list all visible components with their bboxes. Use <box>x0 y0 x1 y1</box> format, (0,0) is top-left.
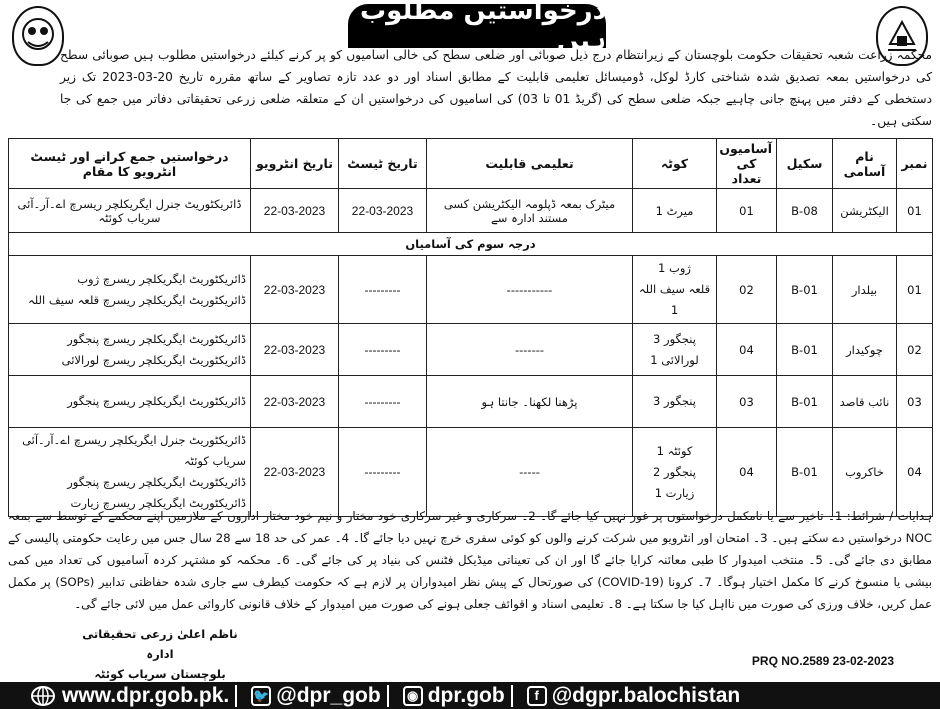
twitter-handle[interactable]: @dpr_gob <box>276 683 381 707</box>
section-label: درجہ سوم کی آسامیاں <box>9 233 933 256</box>
prq-number: PRQ NO.2589 23-02-2023 <box>751 654 894 668</box>
twitter-icon: 🐦 <box>251 686 271 706</box>
cell-qualification: پڑھنا لکھنا۔ جانتا ہو <box>427 376 633 428</box>
cell-venue <box>9 324 251 376</box>
col-qualification: تعلیمی قابلیت <box>427 139 633 189</box>
col-venue: درخواستیں جمع کرانے اور ٹیسٹ انٹرویو کا مقام <box>9 139 251 189</box>
cell-scale: B-08 <box>777 189 833 233</box>
cell-qualification: میٹرک بمعہ ڈپلومہ الیکٹریشن کسی مستند ادارہ سے <box>427 189 633 233</box>
facebook-icon: f <box>527 686 547 706</box>
col-count: آسامیوں کی تعداد <box>717 139 777 189</box>
cell-quota <box>633 256 717 324</box>
globe-icon <box>30 685 56 707</box>
cell-no: 01 <box>897 189 933 233</box>
cell-post: الیکٹریشن <box>833 189 897 233</box>
cell-quota-line: پنجگور 3 <box>653 331 696 346</box>
page-title: درخواستیں مطلوب ہیں <box>348 4 606 48</box>
cell-scale: B-01 <box>777 324 833 376</box>
intro-text: محکمہ زراعت شعبہ تحقیقات حکومت بلوچستان کے زیرانتظام درج ذیل صوبائی اور ضلعی سطح کی خالی اسامیوں کو پر کرنے کیلئے درخواستیں مطلوب ہیں صوبائی سطح کی درخواستیں بمعہ تصدیق شدہ شناختی کارڈ لوکل، ڈومیسائل تعلیمی قابلیت کے مطابق اسناد اور دو عدد تازہ تصاویر کے ساتھ مقررہ تاریخ 20-03-2023 تک زیر دستخطی کے دفتر میں پہنچ جانی چاہیے جبکہ ضلعی سطح کی (گریڈ 01 تا 03) کی اسامیوں کی درخواستیں ان کے متعلقہ ضلعی زرعی تحقیقاتی دفاتر میں جمع کی جا سکتی ہیں۔ <box>60 48 933 128</box>
cell-test-date: 22-03-2023 <box>339 189 427 233</box>
website-link[interactable]: www.dpr.gob.pk. <box>62 683 230 707</box>
cell-quota <box>633 376 717 428</box>
cell-quota-line: لورالائی 1 <box>650 352 699 367</box>
cell-venue <box>9 256 251 324</box>
instagram-handle[interactable]: dpr.gob <box>427 683 505 707</box>
facebook-handle[interactable]: @dgpr.balochistan <box>551 683 741 707</box>
col-scale: سکیل <box>777 139 833 189</box>
cell-quota-line: کوئٹہ 1 <box>656 443 693 458</box>
cell-scale: B-01 <box>777 256 833 324</box>
footer-divider <box>235 685 237 707</box>
cell-test-date: --------- <box>339 376 427 428</box>
cell-interview-date: 22-03-2023 <box>251 376 339 428</box>
cell-test-date: --------- <box>339 324 427 376</box>
table-row <box>9 189 933 233</box>
cell-count: 04 <box>717 324 777 376</box>
table-row <box>9 376 933 428</box>
cell-venue-line: ڈائریکٹوریٹ ایگریکلچر ریسرچ پنجگور <box>67 475 246 489</box>
cell-scale: B-01 <box>777 376 833 428</box>
section-row <box>9 233 933 256</box>
cell-post: خاکروب <box>833 428 897 517</box>
cell-post: چوکیدار <box>833 324 897 376</box>
signature-line-1: ناظم اعلیٰ زرعی تحقیقاتی ادارہ <box>82 627 238 661</box>
cell-quota-line: ژوب 1 <box>658 261 691 275</box>
cell-qualification: ----------- <box>427 256 633 324</box>
col-interview-date: تاریخ انٹرویو <box>251 139 339 189</box>
cell-quota <box>633 428 717 517</box>
cell-quota: میرٹ 1 <box>633 189 717 233</box>
cell-venue-line: ڈائریکٹوریٹ جنرل ایگریکلچر ریسرچ اے۔آر۔آئی سریاب کوئٹہ <box>22 433 246 468</box>
vacancy-table <box>8 138 933 517</box>
signature-block <box>80 624 240 684</box>
cell-venue-line: ڈائریکٹوریٹ ایگریکلچر ریسرچ زیارت <box>70 496 246 510</box>
cell-quota-line: زیارت 1 <box>654 485 695 500</box>
cell-no: 02 <box>897 324 933 376</box>
cell-quota-line: قلعہ سیف اللہ 1 <box>638 282 711 317</box>
col-test-date: تاریخ ٹیسٹ <box>339 139 427 189</box>
col-post: نام آسامی <box>833 139 897 189</box>
cell-quota-line: پنجگور 2 <box>653 464 696 479</box>
col-no: نمبر <box>897 139 933 189</box>
cell-quota <box>633 324 717 376</box>
footer-bar <box>0 682 940 709</box>
cell-post: نائب قاصد <box>833 376 897 428</box>
cell-venue-line: ڈائریکٹوریٹ ایگریکلچر ریسرچ پنجگور <box>67 331 246 346</box>
cell-venue <box>9 376 251 428</box>
cell-interview-date: 22-03-2023 <box>251 189 339 233</box>
cell-scale: B-01 <box>777 428 833 517</box>
cell-no: 03 <box>897 376 933 428</box>
cell-count: 02 <box>717 256 777 324</box>
instructions: ہدایات / شرائط: 1۔ تاخیر سے یا نامکمل درخواستوں پر غور نہیں کیا جائے گا۔ 2۔ سرکاری و غیر سرکاری خود مختار و نیم خود مختار اداروں کے ملازمین اپنے محکمے کے توسط سے بمعہ NOC درخواستیں دے سکتے ہیں۔ 3۔ امتحان اور انٹرویو میں شرکت کرنے والوں کو کوئی سفری خرچ نہیں دیا جائے گا۔ 4۔ عمر کی حد 18 سے 28 سال جس میں رعایت حکومتی پالیسی کے مطابق دی جائے گی۔ 5۔ منتخب امیدوار کا طبی معائنہ کرایا جائے گا اور ان کی تعیناتی میڈیکل فٹنس کی بنیاد پر کی جائے گی۔ 6۔ محکمہ کو مشتہر کردہ آسامیوں کی تعداد میں کمی بیشی یا منسوخ کرنے کا مکمل اختیار ہوگا۔ 7۔ کرونا (COVID-19) کی صورتحال کے پیش نظر امیدواران پر لازم ہے کہ حکومت کیطرف سے جاری شدہ حفاظتی تدابیر (SOPs) پر مکمل عمل کریں، خلاف ورزی کی صورت میں نااہل کیا جا سکتا ہے۔ 8۔ تعلیمی اسناد و اقوائف جعلی ہونے کی صورت میں امیدوار کے خلاف قانونی کاروائی عمل میں لائی جائے گی۔ <box>8 509 933 611</box>
cell-venue-line: ڈائریکٹوریٹ ایگریکلچر ریسرچ ژوب <box>77 271 246 286</box>
cell-post: بیلدار <box>833 256 897 324</box>
cell-no: 04 <box>897 428 933 517</box>
footer-divider <box>511 685 513 707</box>
cell-venue: ڈائریکٹوریٹ جنرل ایگریکلچر ریسرچ اے۔آر۔آئی سریاب کوئٹہ <box>9 189 251 233</box>
cell-count: 03 <box>717 376 777 428</box>
cell-venue <box>9 428 251 517</box>
cell-interview-date: 22-03-2023 <box>251 256 339 324</box>
table-row <box>9 428 933 517</box>
cell-interview-date: 22-03-2023 <box>251 428 339 517</box>
cell-interview-date: 22-03-2023 <box>251 324 339 376</box>
cell-qualification: ----- <box>427 428 633 517</box>
cell-test-date: --------- <box>339 256 427 324</box>
cell-venue-line: ڈائریکٹوریٹ ایگریکلچر ریسرچ پنجگور <box>67 394 246 408</box>
cell-venue-line: ڈائریکٹوریٹ ایگریکلچر ریسرچ لورالائی <box>61 352 246 367</box>
instagram-icon: ◉ <box>403 686 423 706</box>
cell-qualification: ------- <box>427 324 633 376</box>
cell-no: 01 <box>897 256 933 324</box>
table-row <box>9 324 933 376</box>
table-header-row <box>9 139 933 189</box>
signature-line-2: بلوچستان سریاب کوئٹہ <box>94 667 226 681</box>
table-row <box>9 256 933 324</box>
cell-test-date: --------- <box>339 428 427 517</box>
cell-count: 01 <box>717 189 777 233</box>
cell-venue-line: ڈائریکٹوریٹ ایگریکلچر ریسرچ قلعہ سیف اللہ <box>28 292 246 307</box>
footer-divider <box>387 685 389 707</box>
cell-count: 04 <box>717 428 777 517</box>
col-quota: کوٹہ <box>633 139 717 189</box>
cell-quota-line: پنجگور 3 <box>653 394 696 408</box>
dgpr-logo <box>12 6 64 66</box>
